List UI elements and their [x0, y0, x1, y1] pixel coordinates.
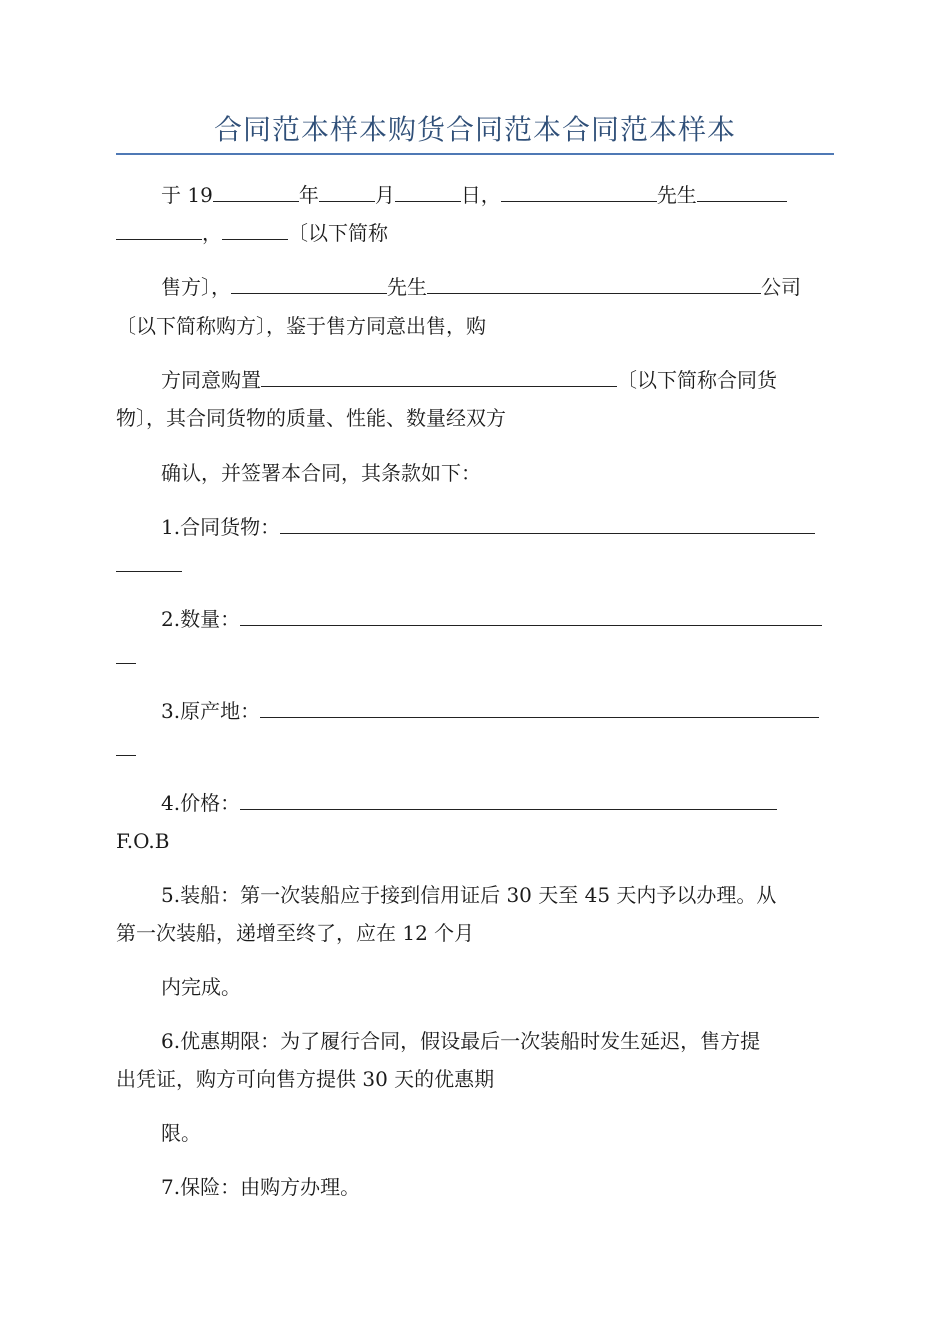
item-quantity-cont — [116, 643, 136, 671]
item-price-label: 4.价格： — [161, 791, 241, 815]
item-grace-line1: 6.优惠期限：为了履行合同，假设最后一次装船时发生延迟，售方提 — [161, 1029, 761, 1053]
para-goods-line2: 物〕，其合同货物的质量、性能、数量经双方 — [116, 406, 506, 430]
text-year: 年 — [298, 183, 319, 207]
para-buyer-line — [161, 273, 801, 301]
text-abbrev: 〔以下简称 — [288, 221, 388, 245]
item-shipment-line1: 5.装船：第一次装船应于接到信用证后 30 天至 45 天内予以办理。从 — [161, 883, 777, 907]
blank-seller-info-cont[interactable] — [116, 219, 202, 240]
text-month: 月 — [374, 183, 395, 207]
text-year-prefix: 于 19 — [161, 183, 213, 207]
item-origin-cont — [116, 735, 136, 763]
blank-company[interactable] — [427, 273, 761, 294]
text-mister-2: 先生 — [387, 275, 427, 299]
item-quantity-label: 2.数量： — [161, 607, 241, 631]
text-comma: ， — [202, 221, 222, 245]
para-date-line2 — [116, 219, 388, 247]
item-goods-cont — [116, 551, 182, 579]
para-buyer-line2: 〔以下简称购方〕，鉴于售方同意出售，购 — [116, 314, 486, 338]
item-grace-line3: 限。 — [161, 1121, 201, 1145]
text-seller: 售方〕， — [161, 275, 231, 299]
blank-origin[interactable] — [260, 697, 819, 718]
item-shipment-line2: 第一次装船，递增至终了，应在 12 个月 — [116, 921, 475, 945]
blank-year[interactable] — [213, 181, 299, 202]
item-shipment-line3: 内完成。 — [161, 975, 241, 999]
blank-price[interactable] — [240, 789, 777, 810]
item-origin — [161, 697, 819, 725]
blank-quantity-cont[interactable] — [116, 643, 136, 664]
item-grace-line2: 出凭证，购方可向售方提供 30 天的优惠期 — [116, 1067, 495, 1091]
blank-buyer-name[interactable] — [231, 273, 387, 294]
blank-month[interactable] — [319, 181, 375, 202]
item-origin-label: 3.原产地： — [161, 699, 261, 723]
item-insurance: 7.保险：由购方办理。 — [161, 1175, 361, 1199]
para-confirm: 确认，并签署本合同，其条款如下： — [161, 461, 481, 485]
item-price-terms: F.O.B — [116, 829, 170, 853]
para-date-line — [161, 181, 787, 209]
item-price — [161, 789, 777, 817]
para-goods-line — [161, 366, 777, 394]
blank-item-goods-cont[interactable] — [116, 551, 182, 572]
blank-goods[interactable] — [261, 366, 617, 387]
title-underline — [116, 153, 834, 155]
blank-seller-name[interactable] — [501, 181, 657, 202]
document-title: 合同范本样本购货合同范本合同范本样本 — [213, 113, 736, 146]
text-mister: 先生 — [656, 183, 697, 207]
text-purchase: 方同意购置 — [161, 368, 261, 392]
blank-origin-cont[interactable] — [116, 735, 136, 756]
blank-seller-extra[interactable] — [222, 219, 288, 240]
text-day: 日， — [460, 183, 501, 207]
blank-day[interactable] — [395, 181, 461, 202]
text-company: 公司 — [761, 275, 801, 299]
item-goods-label: 1.合同货物： — [161, 515, 281, 539]
blank-quantity[interactable] — [240, 605, 822, 626]
blank-seller-info[interactable] — [697, 181, 787, 202]
blank-item-goods[interactable] — [280, 513, 815, 534]
item-goods — [161, 513, 815, 541]
text-goods-abbrev: 〔以下简称合同货 — [617, 368, 777, 392]
item-quantity — [161, 605, 822, 633]
